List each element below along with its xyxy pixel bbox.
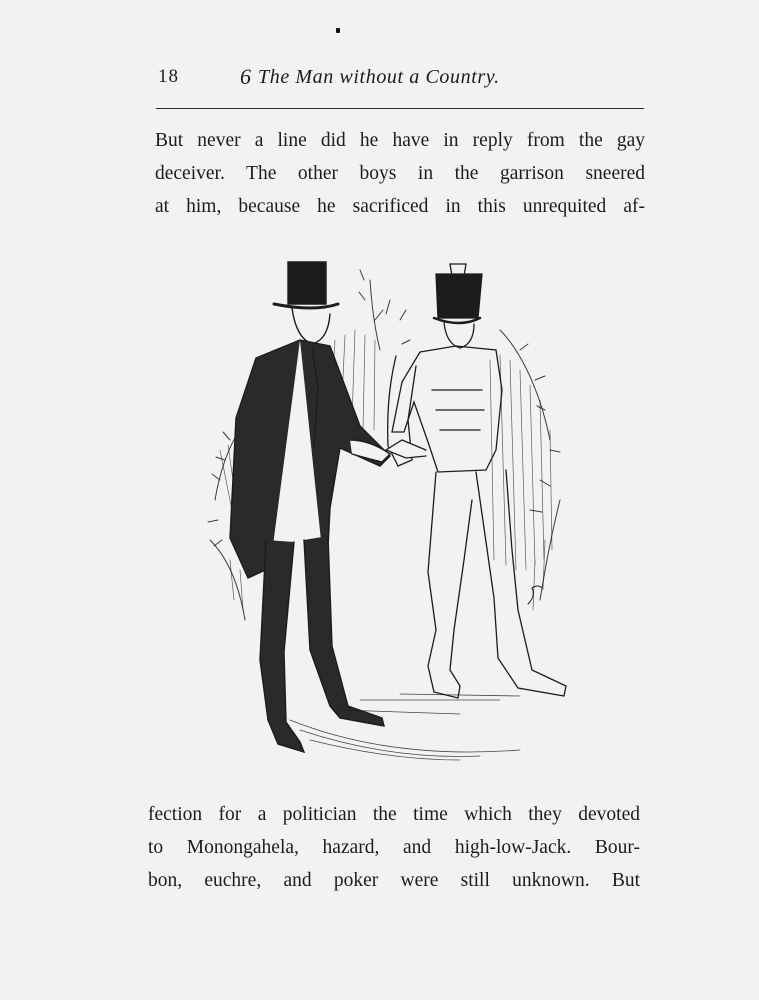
header-rule xyxy=(156,108,644,109)
text-line: But never a line did he have in reply from the gay xyxy=(155,130,645,151)
body-text-bottom xyxy=(148,798,640,897)
engraving-two-men-icon xyxy=(200,240,580,780)
page-header xyxy=(158,62,648,96)
text-line: bon, euchre, and poker were still unknown. But xyxy=(148,870,640,891)
body-text-top xyxy=(155,124,645,223)
text-line: at him, because he sacrificed in this unrequited af- xyxy=(155,196,645,217)
text-line: to Monongahela, hazard, and high-low-Jack. Bour- xyxy=(148,837,640,858)
figure-top-hat-man xyxy=(230,262,390,752)
figure-soldier xyxy=(386,264,566,698)
running-title: The Man without a Country. xyxy=(258,66,500,88)
text-line: deceiver. The other boys in the garrison sneered xyxy=(155,163,645,184)
ground-shadow xyxy=(290,694,520,760)
header-mark: 6 xyxy=(240,64,251,89)
artist-signature xyxy=(528,586,542,604)
printer-speck xyxy=(336,28,340,33)
page-number: 18 xyxy=(158,66,179,87)
text-line: fection for a politician the time which they devoted xyxy=(148,804,640,825)
